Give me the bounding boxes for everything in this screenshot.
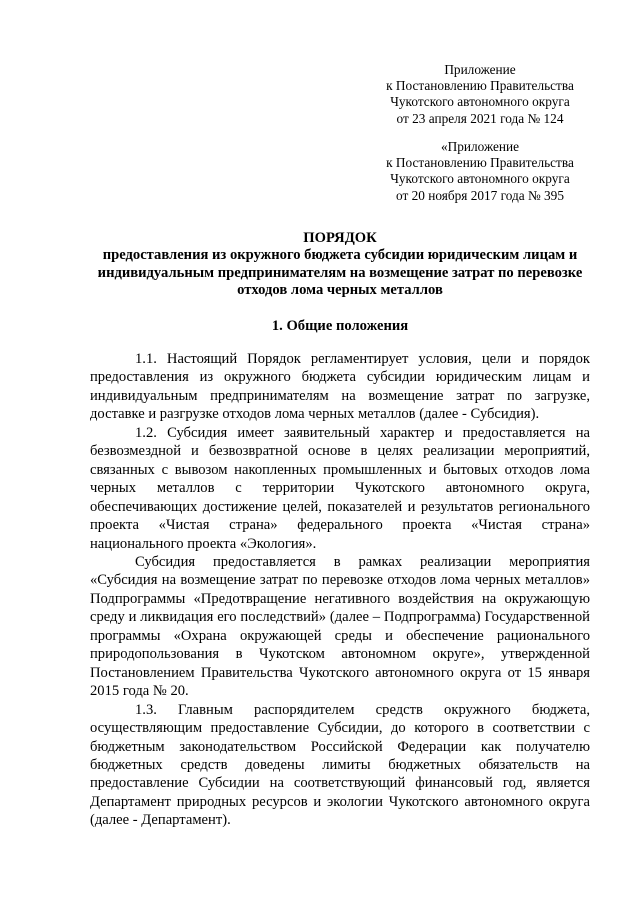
document-title bbox=[90, 230, 590, 300]
paragraph-subsidy-program: Субсидия предоставляется в рамках реализации мероприятия «Субсидия на возмещение затрат по перевозке отходов лома черных металлов» Подпрограммы «Предотвращение негативного воздействия на окружающую среду и ликвидация его последствий» (далее – Подпрограмма) Государственной программы «Охрана окружающей среды и обеспечение рационального природопользования в Чукотском автономном округе», утвержденной Постановлением Правительства Чукотского автономного округа от 15 января 2015 года № 20. bbox=[90, 553, 590, 700]
annex-line: Приложение bbox=[444, 62, 516, 77]
annex-date-line: от 23 апреля 2021 года № 124 bbox=[396, 110, 564, 126]
annex-line: Чукотского автономного округа bbox=[390, 171, 570, 187]
paragraph-1-1: 1.1. Настоящий Порядок регламентирует условия, цели и порядок предоставления из окружного бюджета субсидии юридическим лицам и индивидуальным предпринимателям на возмещение затрат по загрузке, доставке и разгрузке отходов лома черных металлов (далее - Субсидия). bbox=[90, 351, 590, 423]
title-subtitle-line: предоставления из окружного бюджета субсидии юридическим лицам и bbox=[102, 247, 578, 264]
section-body bbox=[90, 350, 590, 830]
annex-line: к Постановлению Правительства bbox=[386, 155, 574, 171]
title-subtitle-line: отходов лома черных металлов bbox=[237, 282, 443, 299]
annex-line: Чукотского автономного округа bbox=[390, 94, 570, 110]
annex-line: к Постановлению Правительства bbox=[386, 78, 574, 94]
paragraph-1-3: 1.3. Главным распорядителем средств окружного бюджета, осуществляющим предоставление Субсидии, до которого в соответствии с бюджетным законодательством Российской Федерации как получателю бюджетных средств доведены лимиты бюджетных обязательств на предоставление Субсидии на соответствующий финансовый год, является Департамент природных ресурсов и экологии Чукотского автономного округа (далее - Департамент). bbox=[90, 701, 590, 829]
annex-line: «Приложение bbox=[440, 139, 519, 154]
title-main: ПОРЯДОК bbox=[303, 230, 377, 246]
section-heading: 1. Общие положения bbox=[271, 318, 409, 334]
annex-header-original bbox=[360, 139, 600, 204]
annex-date-line: от 20 ноября 2017 года № 395 bbox=[396, 187, 564, 203]
annex-header-current bbox=[360, 62, 600, 127]
paragraph-1-2: 1.2. Субсидия имеет заявительный характер и предоставляется на безвозмездной и безвозвратной основе в целях реализации мероприятий, связанных с вывозом накопленных промышленных и бытовых отходов лома черных металлов с территории Чукотского автономного округа, обеспечивающих достижение целей, показателей и результатов регионального проекта «Чистая страна» федерального проекта «Чистая страна» национального проекта «Экология». bbox=[90, 424, 590, 552]
title-subtitle-line: индивидуальным предпринимателям на возмещение затрат по перевозке bbox=[97, 264, 583, 281]
